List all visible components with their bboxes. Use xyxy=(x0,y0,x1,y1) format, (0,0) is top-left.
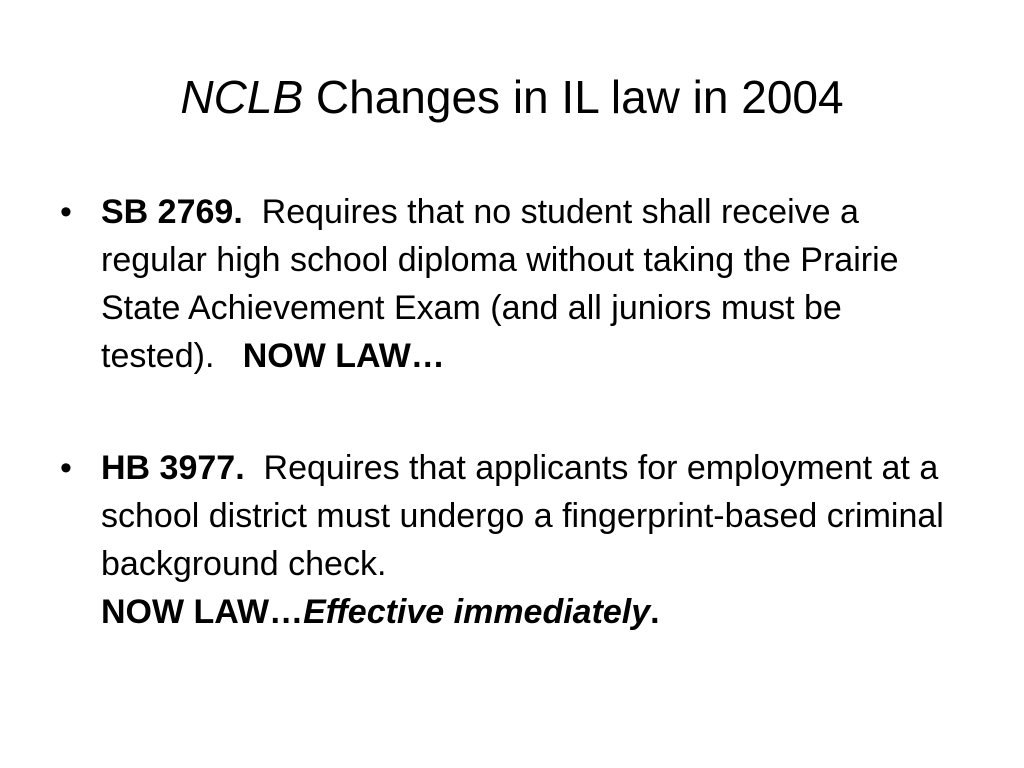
bullet-body xyxy=(101,444,960,636)
end-punctuation: . xyxy=(650,593,660,631)
bullet-item-sb2769 xyxy=(60,188,960,380)
slide-title xyxy=(0,70,1024,124)
bill-description: Requires that no student shall receive a regular high school diploma without taking the Prairie State Achievement Exam (and all juniors must be tested). xyxy=(101,193,899,375)
title-italic-acronym: NCLB xyxy=(180,71,304,123)
bill-status: NOW LAW… xyxy=(242,337,445,375)
bill-status-effective: Effective immediately xyxy=(303,593,651,631)
bullet-item-hb3977 xyxy=(60,444,960,636)
bill-number: HB 3977. xyxy=(101,449,245,487)
bill-number: SB 2769. xyxy=(101,193,243,231)
bill-status: NOW LAW… xyxy=(101,593,304,631)
bullet-dot: • xyxy=(60,449,72,487)
bullet-body xyxy=(101,188,960,380)
bill-description: Requires that applicants for employment at a school district must undergo a fingerprint-based criminal background check. xyxy=(101,449,944,583)
bullet-dot: • xyxy=(60,193,72,231)
title-text: Changes in IL law in 2004 xyxy=(303,71,844,123)
